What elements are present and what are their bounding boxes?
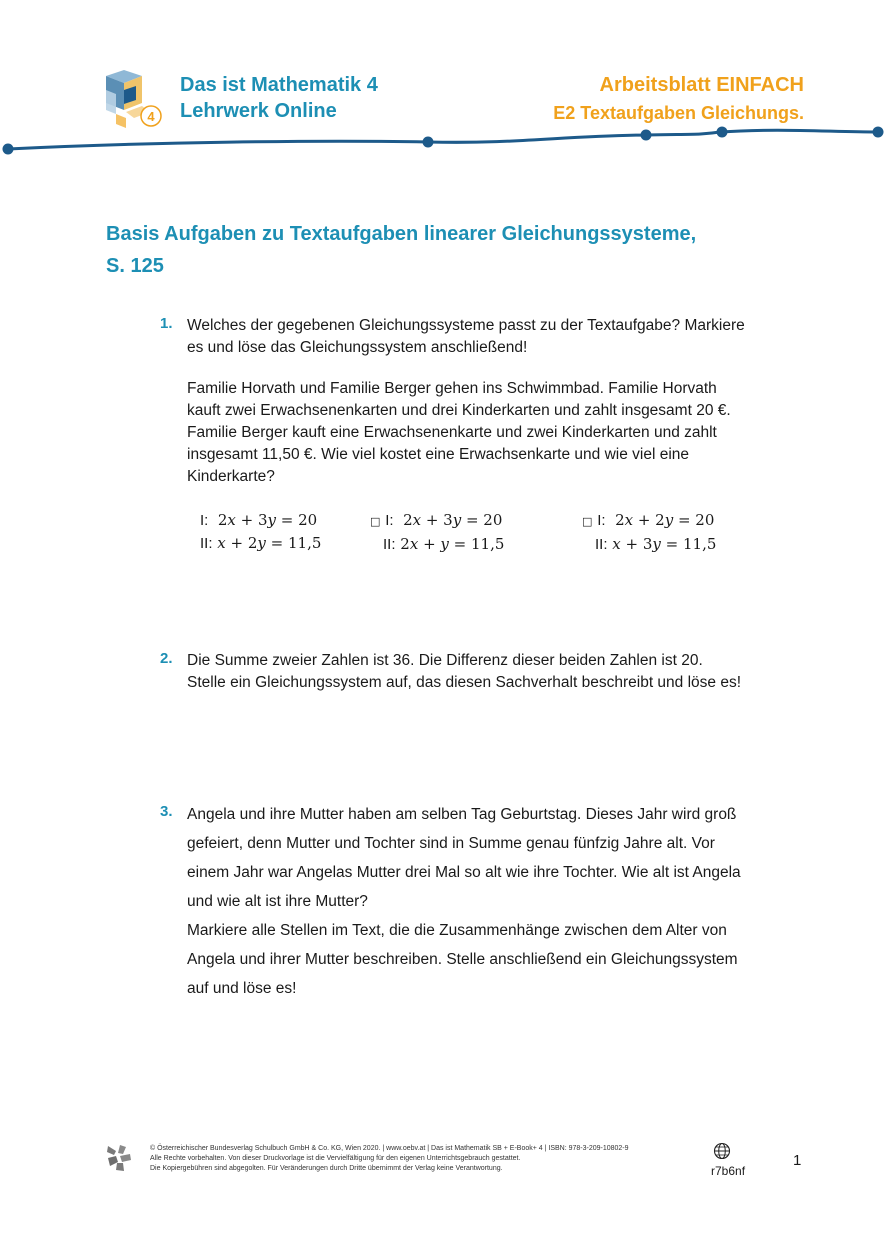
online-code[interactable]: r7b6nf bbox=[711, 1164, 746, 1178]
logo-number: 4 bbox=[147, 109, 155, 124]
task-2-text bbox=[187, 650, 807, 694]
task-3-line: Angela und ihrer Mutter beschreiben. Stelle anschließend ein Gleichungssystem bbox=[187, 951, 738, 968]
task-3-number: 3. bbox=[160, 803, 173, 820]
equation-label: I: bbox=[385, 512, 394, 529]
task-1-prompt-line: Welches der gegebenen Gleichungssysteme passt zu der Textaufgabe? Markiere bbox=[187, 317, 745, 334]
task-3-line: und wie alt ist ihre Mutter? bbox=[187, 893, 368, 910]
task-2-line: Stelle ein Gleichungssystem auf, das diesen Sachverhalt beschreibt und löse es! bbox=[187, 674, 742, 691]
sheet-topic: E2 Textaufgaben Gleichungs. bbox=[553, 103, 804, 123]
page-number: 1 bbox=[793, 1152, 802, 1169]
equation-system-option-2[interactable] bbox=[370, 509, 504, 556]
task-1-story bbox=[187, 378, 807, 488]
globe-icon[interactable] bbox=[713, 1142, 731, 1160]
page-title-line2: S. 125 bbox=[106, 255, 164, 277]
task-1-prompt bbox=[187, 315, 807, 359]
task-1-number: 1. bbox=[160, 315, 173, 332]
equation-label: II: bbox=[383, 536, 396, 553]
task-1-story-line: Familie Horvath und Familie Berger gehen ins Schwimmbad. Familie Horvath bbox=[187, 380, 717, 397]
task-3-line: Markiere alle Stellen im Text, die die Zusammenhänge zwischen dem Alter von bbox=[187, 922, 727, 939]
page-title-line1: Basis Aufgaben zu Textaufgaben linearer Gleichungssysteme, bbox=[106, 223, 697, 245]
header-wave-line bbox=[0, 118, 890, 162]
task-1-story-line: Familie Berger kauft eine Erwachsenenkarte und zwei Kinderkarten und zahlt bbox=[187, 424, 717, 441]
brand-title: Das ist Mathematik 4 bbox=[180, 74, 378, 96]
equation-i: 2𝑥 + 3𝑦 = 20 bbox=[217, 511, 318, 529]
sheet-type: Arbeitsblatt EINFACH bbox=[599, 74, 804, 96]
task-1-story-line: insgesamt 11,50 €. Wie viel kostet eine Erwachsenkarte und wie viel eine bbox=[187, 446, 690, 463]
equation-ii: 𝑥 + 2𝑦 = 11,5 bbox=[217, 534, 322, 552]
task-2-number: 2. bbox=[160, 650, 173, 667]
brand-subtitle: Lehrwerk Online bbox=[180, 100, 337, 122]
equation-i: 2𝑥 + 2𝑦 = 20 bbox=[615, 511, 715, 529]
equation-system-option-1[interactable] bbox=[200, 509, 321, 555]
copyright-line: Alle Rechte vorbehalten. Von dieser Druckvorlage ist die Vervielfältigung für den eigenen Unterrichtsgebrauch gestattet. bbox=[150, 1155, 521, 1162]
task-1-story-line: Kinderkarte? bbox=[187, 468, 275, 485]
task-3-line: gefeiert, denn Mutter und Tochter sind in Summe genau fünfzig Jahre alt. Vor bbox=[187, 835, 715, 852]
task-2-line: Die Summe zweier Zahlen ist 36. Die Differenz dieser beiden Zahlen ist 20. bbox=[187, 652, 703, 669]
task-3-text bbox=[187, 800, 807, 1003]
equation-label: II: bbox=[595, 536, 608, 553]
checkbox-icon[interactable]: □ bbox=[582, 515, 593, 528]
copyright-line: Die Kopiergebühren sind abgegolten. Für Veränderungen durch Dritte übernimmt der Verlag keine Verantwortung. bbox=[150, 1165, 503, 1172]
equation-label: I: bbox=[200, 512, 209, 529]
equation-i: 2𝑥 + 3𝑦 = 20 bbox=[403, 511, 503, 529]
task-1-story-line: kauft zwei Erwachsenenkarten und drei Kinderkarten und zahlt insgesamt 20 €. bbox=[187, 402, 731, 419]
publisher-logo bbox=[104, 1142, 134, 1172]
equation-label: II: bbox=[200, 535, 213, 552]
checkbox-icon[interactable]: □ bbox=[370, 515, 381, 528]
copyright-line: © Österreichischer Bundesverlag Schulbuch GmbH & Co. KG, Wien 2020. | www.oebv.at | Das ist Mathematik SB + E-Book+ 4 | ISBN: 978-3-209-10802-9 bbox=[150, 1145, 629, 1152]
equation-ii: 𝑥 + 3𝑦 = 11,5 bbox=[612, 535, 717, 553]
copyright-notice bbox=[150, 1144, 710, 1174]
task-3-line: Angela und ihre Mutter haben am selben Tag Geburtstag. Dieses Jahr wird groß bbox=[187, 806, 737, 823]
task-3-line: auf und löse es! bbox=[187, 980, 297, 997]
task-3-line: einem Jahr war Angelas Mutter drei Mal so alt wie ihre Tochter. Wie alt ist Angela bbox=[187, 864, 741, 881]
equation-label: I: bbox=[597, 512, 606, 529]
page-title bbox=[106, 218, 806, 282]
task-1-prompt-line: es und löse das Gleichungssystem anschließend! bbox=[187, 339, 528, 356]
equation-system-option-3[interactable] bbox=[582, 509, 716, 556]
equation-ii: 2𝑥 + 𝑦 = 11,5 bbox=[400, 535, 505, 553]
